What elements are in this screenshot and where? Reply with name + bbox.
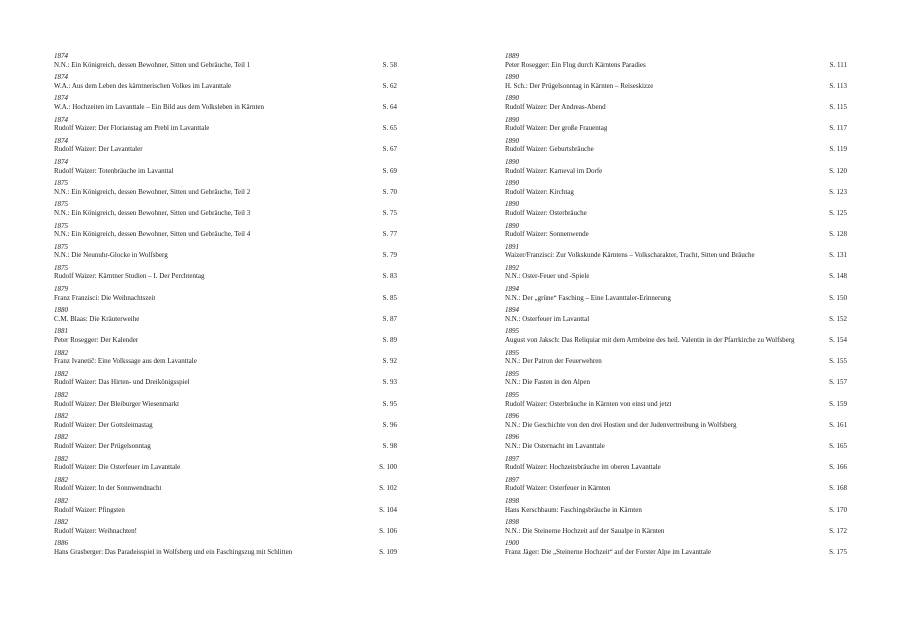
toc-entry [505, 412, 847, 433]
toc-entry [505, 285, 847, 306]
entry-year: 1895 [505, 348, 519, 357]
entry-year: 1898 [505, 496, 519, 505]
entry-year: 1875 [54, 221, 68, 230]
toc-entry [505, 327, 847, 348]
entry-year: 1896 [505, 433, 519, 442]
toc-entry [54, 412, 397, 433]
entry-title: Rudolf Waizer: Kärntner Studien – I. Der Perchtentag [54, 272, 205, 281]
entry-year: 1886 [54, 539, 68, 548]
entry-title: Rudolf Waizer: Osterbräuche in Kärnten von einst und jetzt [505, 399, 672, 408]
entry-page-number: S. 96 [382, 420, 397, 429]
toc-entry [505, 476, 847, 497]
entry-year: 1875 [54, 242, 68, 251]
entry-title: Rudolf Waizer: Weihnachten! [54, 526, 137, 535]
entry-title: August von Jaksch: Das Reliquiar mit dem Armbeine des heil. Valentin in der Pfarrkirche zu Wolfsberg [505, 336, 795, 345]
entry-title: Rudolf Waizer: Der große Frauentag [505, 124, 608, 133]
entry-line [54, 251, 397, 260]
toc-entry [54, 391, 397, 412]
entry-year: 1880 [54, 306, 68, 315]
entry-page-number: S. 165 [829, 441, 847, 450]
entry-line [54, 463, 397, 472]
entry-line [54, 400, 397, 409]
entry-line [54, 548, 397, 557]
entry-year: 1890 [505, 115, 519, 124]
entry-title: N.N.: Ein Königreich, dessen Bewohner, Sitten und Gebräuche, Teil 3 [54, 208, 251, 217]
entry-line [54, 272, 397, 281]
toc-entry [505, 116, 847, 137]
entry-page-number: S. 148 [829, 272, 847, 281]
entry-title: N.N.: Oster-Feuer und -Spiele [505, 272, 590, 281]
entry-title: Rudolf Waizer: Osterbräuche [505, 208, 587, 217]
entry-page-number: S. 95 [382, 399, 397, 408]
toc-entry [54, 116, 397, 137]
entry-title: N.N.: Der Patron der Feuerwehren [505, 357, 602, 366]
entry-year: 1874 [54, 136, 68, 145]
entry-line [505, 251, 847, 260]
entry-title: Rudolf Waizer: Hochzeitsbräuche im oberen Lavanttale [505, 463, 661, 472]
entry-year: 1896 [505, 412, 519, 421]
entry-year: 1882 [54, 391, 68, 399]
toc-entry [54, 476, 397, 497]
entry-page-number: S. 170 [829, 505, 847, 514]
entry-line [505, 484, 847, 493]
entry-title: Rudolf Waizer: Karneval im Dorfe [505, 166, 603, 175]
entry-year: 1874 [54, 157, 68, 166]
entry-page-number: S. 92 [382, 357, 397, 366]
entry-title: Rudolf Waizer: Geburtsbräuche [505, 145, 594, 154]
toc-entry [505, 306, 847, 327]
toc-entry [505, 179, 847, 200]
entry-title: Rudolf Waizer: In der Sonnwendnacht [54, 484, 162, 493]
entry-page-number: S. 70 [382, 187, 397, 196]
toc-entry [54, 306, 397, 327]
entry-page-number: S. 168 [829, 484, 847, 493]
entry-title: N.N.: Die Fasten in den Alpen [505, 378, 590, 387]
entry-page-number: S. 106 [379, 526, 397, 535]
toc-entry [505, 370, 847, 391]
entry-page-number: S. 175 [829, 547, 847, 556]
entry-year: 1882 [54, 475, 68, 484]
entry-page-number: S. 65 [382, 124, 397, 133]
entry-line [505, 167, 847, 176]
entry-year: 1900 [505, 539, 519, 548]
entry-year: 1889 [505, 52, 519, 60]
entry-line [54, 378, 397, 387]
entry-year: 1874 [54, 94, 68, 103]
entry-page-number: S. 131 [829, 251, 847, 260]
entry-title: Hans Grasberger: Das Paradeisspiel in Wolfsberg und ein Faschingszug mit Schlitten [54, 547, 293, 556]
entry-year: 1875 [54, 200, 68, 209]
entry-year: 1895 [505, 391, 519, 399]
entry-page-number: S. 125 [829, 208, 847, 217]
entry-year: 1892 [505, 263, 519, 272]
entry-page-number: S. 69 [382, 166, 397, 175]
entry-year: 1875 [54, 263, 68, 272]
toc-entry [54, 285, 397, 306]
entry-page-number: S. 113 [829, 81, 847, 90]
entry-title: Rudolf Waizer: Der Bleiburger Wiesenmarkt [54, 399, 180, 408]
entry-line [505, 442, 847, 451]
entry-line [54, 188, 397, 197]
entry-year: 1882 [54, 518, 68, 527]
entry-title: Peter Rosegger: Ein Flug durch Kärntens Paradies [505, 60, 646, 69]
entry-line [505, 527, 847, 536]
toc-entry [54, 73, 397, 94]
entry-year: 1890 [505, 94, 519, 103]
entry-title: Rudolf Waizer: Totenbräuche im Lavanttal [54, 166, 174, 175]
entry-title: W.A.: Aus dem Leben des kärntnerischen Volkes im Lavanttale [54, 81, 232, 90]
toc-entry [54, 264, 397, 285]
entry-line [54, 294, 397, 303]
toc-entry [54, 497, 397, 518]
entry-line [505, 188, 847, 197]
entry-year: 1874 [54, 52, 68, 60]
entry-page-number: S. 67 [382, 145, 397, 154]
entry-title: C.M. Blaas: Die Kräuterweihe [54, 314, 140, 323]
toc-entry [505, 243, 847, 264]
toc-entry [505, 52, 847, 73]
toc-entry [54, 94, 397, 115]
entry-page-number: S. 85 [382, 293, 397, 302]
entry-line [505, 294, 847, 303]
entry-page-number: S. 93 [382, 378, 397, 387]
entry-year: 1890 [505, 200, 519, 209]
toc-left-column [54, 52, 397, 561]
toc-entry [505, 349, 847, 370]
entry-line [505, 378, 847, 387]
entry-title: Franz Ivanetič: Eine Volkssage aus dem Lavanttale [54, 357, 197, 366]
toc-entry [505, 137, 847, 158]
entry-year: 1894 [505, 285, 519, 294]
entry-page-number: S. 150 [829, 293, 847, 302]
entry-line [505, 230, 847, 239]
entry-line [505, 124, 847, 133]
toc-entry [54, 243, 397, 264]
entry-line [505, 463, 847, 472]
entry-line [54, 421, 397, 430]
entry-year: 1890 [505, 136, 519, 145]
toc-entry [54, 518, 397, 539]
entry-line [54, 82, 397, 91]
entry-title: Rudolf Waizer: Osterfeuer in Kärnten [505, 484, 611, 493]
entry-year: 1890 [505, 221, 519, 230]
entry-title: W.A.: Hochzeiten im Lavanttale – Ein Bild aus dem Volksleben in Kärnten [54, 102, 265, 111]
entry-page-number: S. 128 [829, 230, 847, 239]
toc-entry [505, 200, 847, 221]
entry-line [505, 357, 847, 366]
entry-title: N.N.: Ein Königreich, dessen Bewohner, Sitten und Gebräuche, Teil 2 [54, 187, 251, 196]
entry-line [505, 145, 847, 154]
entry-line [54, 506, 397, 515]
entry-page-number: S. 166 [829, 463, 847, 472]
entry-page-number: S. 75 [382, 208, 397, 217]
toc-entry [505, 73, 847, 94]
entry-page-number: S. 58 [382, 60, 397, 69]
entry-page-number: S. 83 [382, 272, 397, 281]
toc-entry [54, 179, 397, 200]
entry-title: Peter Rosegger: Der Kalender [54, 336, 139, 345]
entry-year: 1897 [505, 475, 519, 484]
entry-page-number: S. 77 [382, 230, 397, 239]
toc-entry [54, 158, 397, 179]
entry-line [54, 103, 397, 112]
entry-title: Rudolf Waizer: Das Hirten- und Dreikönigsspiel [54, 378, 190, 387]
entry-line [505, 103, 847, 112]
entry-title: N.N.: Osterfeuer im Lavanttal [505, 314, 590, 323]
toc-right-column [505, 52, 847, 561]
entry-page-number: S. 117 [829, 124, 847, 133]
entry-title: Waizer/Franzisci: Zur Volkskunde Kärntens – Volkscharakter, Tracht, Sitten und Bräuche [505, 251, 755, 260]
entry-year: 1890 [505, 179, 519, 188]
entry-line [505, 336, 847, 345]
entry-line [54, 336, 397, 345]
entry-year: 1874 [54, 73, 68, 82]
entry-title: Rudolf Waizer: Der Lavanttaler [54, 145, 143, 154]
entry-line [505, 421, 847, 430]
entry-page-number: S. 154 [829, 336, 847, 345]
entry-title: Rudolf Waizer: Der Prügelsonntag [54, 441, 151, 450]
toc-entry [505, 264, 847, 285]
entry-line [505, 506, 847, 515]
toc-entry [54, 52, 397, 73]
entry-line [505, 315, 847, 324]
entry-title: N.N.: Die Neunuhr-Glocke in Wolfsberg [54, 251, 168, 260]
entry-year: 1879 [54, 285, 68, 294]
toc-entry [505, 539, 847, 560]
entry-page-number: S. 152 [829, 314, 847, 323]
entry-title: N.N.: Ein Königreich, dessen Bewohner, Sitten und Gebräuche, Teil 1 [54, 60, 251, 69]
entry-year: 1875 [54, 179, 68, 188]
entry-year: 1895 [505, 369, 519, 378]
toc-entry [505, 518, 847, 539]
entry-year: 1881 [54, 327, 68, 336]
entry-year: 1874 [54, 115, 68, 124]
entry-line [54, 527, 397, 536]
entry-title: Rudolf Waizer: Der Gottsleimastag [54, 420, 153, 429]
entry-title: Rudolf Waizer: Pfingsten [54, 505, 125, 514]
entry-title: Rudolf Waizer: Die Osterfeuer im Lavanttale [54, 463, 181, 472]
entry-line [505, 209, 847, 218]
entry-page-number: S. 172 [829, 526, 847, 535]
entry-year: 1882 [54, 496, 68, 505]
entry-page-number: S. 161 [829, 420, 847, 429]
toc-entry [54, 539, 397, 560]
entry-title: Franz Franzisci: Die Weihnachtszeit [54, 293, 156, 302]
toc-entry [54, 433, 397, 454]
toc-entry [505, 94, 847, 115]
entry-year: 1882 [54, 369, 68, 378]
entry-year: 1882 [54, 412, 68, 421]
entry-year: 1894 [505, 306, 519, 315]
entry-page-number: S. 62 [382, 81, 397, 90]
toc-entry [54, 327, 397, 348]
entry-line [54, 124, 397, 133]
entry-year: 1882 [54, 433, 68, 442]
entry-year: 1895 [505, 327, 519, 336]
toc-entry [505, 497, 847, 518]
entry-page-number: S. 100 [379, 463, 397, 472]
entry-page-number: S. 159 [829, 399, 847, 408]
entry-line [54, 357, 397, 366]
entry-year: 1891 [505, 242, 519, 251]
entry-page-number: S. 89 [382, 336, 397, 345]
entry-page-number: S. 157 [829, 378, 847, 387]
entry-title: N.N.: Die Geschichte von den drei Hostien und der Judenvertreibung in Wolfsberg [505, 420, 737, 429]
entry-page-number: S. 123 [829, 187, 847, 196]
entry-page-number: S. 102 [379, 484, 397, 493]
entry-year: 1898 [505, 518, 519, 527]
entry-page-number: S. 120 [829, 166, 847, 175]
toc-entry [505, 433, 847, 454]
entry-line [54, 442, 397, 451]
entry-title: N.N.: Ein Königreich, dessen Bewohner, Sitten und Gebräuche, Teil 4 [54, 230, 251, 239]
entry-title: Rudolf Waizer: Kirchtag [505, 187, 574, 196]
entry-page-number: S. 109 [379, 547, 397, 556]
entry-title: N.N.: Die Osternacht im Lavanttale [505, 441, 605, 450]
entry-title: N.N.: Die Steinerne Hochzeit auf der Saualpe in Kärnten [505, 526, 665, 535]
toc-entry [505, 391, 847, 412]
toc-entry [54, 137, 397, 158]
entry-line [505, 61, 847, 70]
entry-title: Rudolf Waizer: Der Florianstag am Prebl im Lavanttale [54, 124, 210, 133]
entry-line [505, 400, 847, 409]
entry-page-number: S. 98 [382, 441, 397, 450]
toc-entry [505, 158, 847, 179]
toc-entry [54, 349, 397, 370]
toc-entry [505, 222, 847, 243]
entry-page-number: S. 111 [829, 60, 847, 69]
entry-line [505, 548, 847, 557]
entry-line [54, 61, 397, 70]
entry-title: N.N.: Der „grüne“ Fasching – Eine Lavanttaler-Erinnerung [505, 293, 671, 302]
entry-title: Rudolf Waizer: Sonnenwende [505, 230, 589, 239]
entry-title: Rudolf Waizer: Der Andreas-Abend [505, 102, 606, 111]
entry-page-number: S. 104 [379, 505, 397, 514]
entry-line [505, 272, 847, 281]
toc-entry [54, 455, 397, 476]
entry-title: Hans Kerschbaum: Faschingsbräuche in Kärnten [505, 505, 642, 514]
entry-line [54, 230, 397, 239]
entry-page-number: S. 87 [382, 314, 397, 323]
entry-year: 1890 [505, 73, 519, 82]
toc-entry [505, 455, 847, 476]
entry-line [54, 145, 397, 154]
entry-page-number: S. 79 [382, 251, 397, 260]
toc-entry [54, 222, 397, 243]
entry-page-number: S. 155 [829, 357, 847, 366]
entry-year: 1897 [505, 454, 519, 463]
entry-year: 1882 [54, 454, 68, 463]
toc-entry [54, 370, 397, 391]
entry-line [54, 484, 397, 493]
entry-page-number: S. 119 [829, 145, 847, 154]
entry-year: 1882 [54, 348, 68, 357]
entry-page-number: S. 115 [829, 102, 847, 111]
entry-line [54, 315, 397, 324]
toc-entry [54, 200, 397, 221]
entry-title: H. Sch.: Der Prügelsonntag in Kärnten – Reiseskizze [505, 81, 654, 90]
entry-title: Franz Jäger: Die „Steinerne Hochzeit“ auf der Forster Alpe im Lavanttale [505, 547, 712, 556]
entry-line [54, 167, 397, 176]
entry-year: 1890 [505, 157, 519, 166]
entry-line [505, 82, 847, 91]
entry-page-number: S. 64 [382, 102, 397, 111]
entry-line [54, 209, 397, 218]
